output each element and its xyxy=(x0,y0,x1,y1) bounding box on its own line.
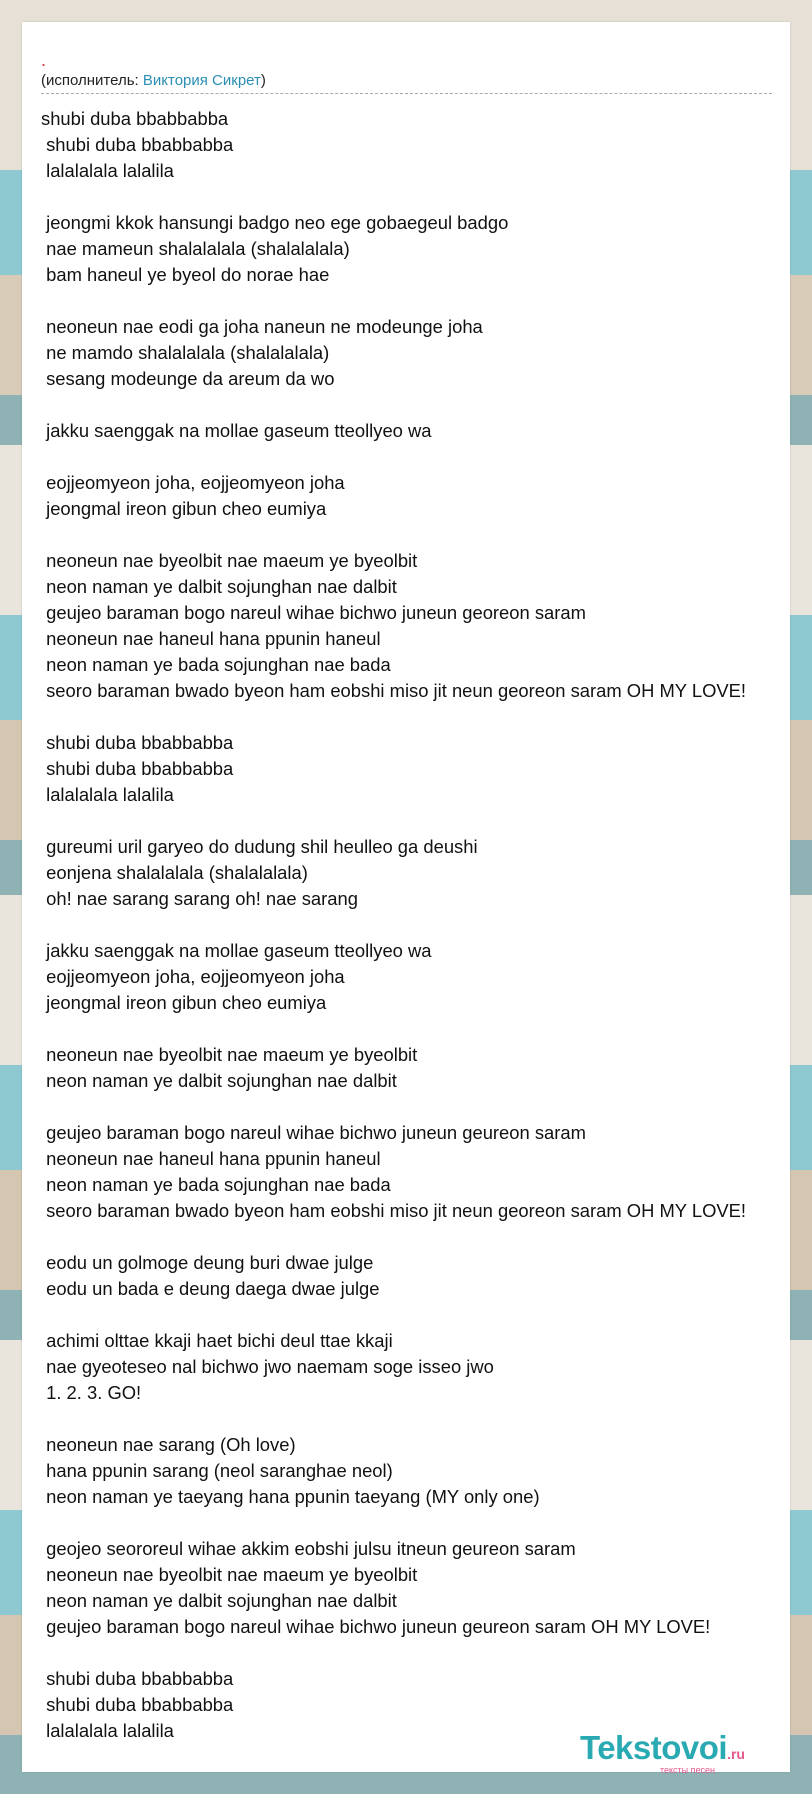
logo-tagline: тексты песен xyxy=(659,1765,715,1775)
performer-prefix: (исполнитель: xyxy=(41,72,143,89)
divider xyxy=(41,93,772,94)
lyrics-text: shubi duba bbabbabba shubi duba bbabbabba lalalalala lalalila jeongmi kkok hansungi badgo neo ege gobaegeul badgo nae mameun shalalalala (shalalalala) bam haneul ye byeol do norae hae neoneun nae eodi ga joha naneun ne modeunge joha ne mamdo shalalalala (shalalalala) sesang modeunge da areum da wo jakku saenggak na mollae gaseum tteollyeo wa eojjeomyeon joha, eojjeomyeon joha jeongmal ireon gibun cheo eumiya neoneun nae byeolbit nae maeum ye byeolbit neon naman ye dalbit sojunghan nae dalbit geujeo baraman bogo nareul wihae bichwo juneun georeon saram neoneun nae haneul hana ppunin haneul neon naman ye bada sojunghan nae bada seoro baraman bwado byeon ham eobshi miso jit neun georeon saram OH MY LOVE! shubi duba bbabbabba shubi duba bbabbabba lalalalala lalalila gureumi uril garyeo do dudung shil heulleo ga deushi eonjena shalalalala (shalalalala) oh! nae sarang sarang oh! nae sarang jakku saenggak na mollae gaseum tteollyeo wa eojjeomyeon joha, eojjeomyeon joha jeongmal ireon gibun cheo eumiya neoneun nae byeolbit nae maeum ye byeolbit neon naman ye dalbit sojunghan nae dalbit geujeo baraman bogo nareul wihae bichwo juneun geureon saram neoneun nae haneul hana ppunin haneul neon naman ye bada sojunghan nae bada seoro baraman bwado byeon ham eobshi miso jit neun georeon saram OH MY LOVE! eodu un golmoge deung buri dwae julge eodu un bada e deung daega dwae julge achimi olttae kkaji haet bichi deul ttae kkaji nae gyeoteseo nal bichwo jwo naemam soge isseo jwo 1. 2. 3. GO! neoneun nae sarang (Oh love) hana ppunin sarang (neol saranghae neol) neon naman ye taeyang hana ppunin taeyang (MY only one) geojeo seororeul wihae akkim eobshi julsu itneun geureon saram neoneun nae byeolbit nae maeum ye byeolbit neon naman ye dalbit sojunghan nae dalbit geujeo baraman bogo nareul wihae bichwo juneun geureon saram OH MY LOVE! shubi duba bbabbabba shubi duba bbabbabba lalalalala lalalila xyxy=(41,108,747,1741)
content-panel xyxy=(22,22,790,1775)
site-logo[interactable] xyxy=(580,1731,745,1775)
performer-link[interactable]: Виктория Сикрет xyxy=(142,72,261,89)
song-title: . xyxy=(41,50,47,70)
logo-domain: .ru xyxy=(727,1746,745,1762)
performer-suffix: ) xyxy=(260,72,266,89)
performer-line xyxy=(41,72,266,90)
logo-wordmark: Tekstovoi xyxy=(580,1729,728,1766)
